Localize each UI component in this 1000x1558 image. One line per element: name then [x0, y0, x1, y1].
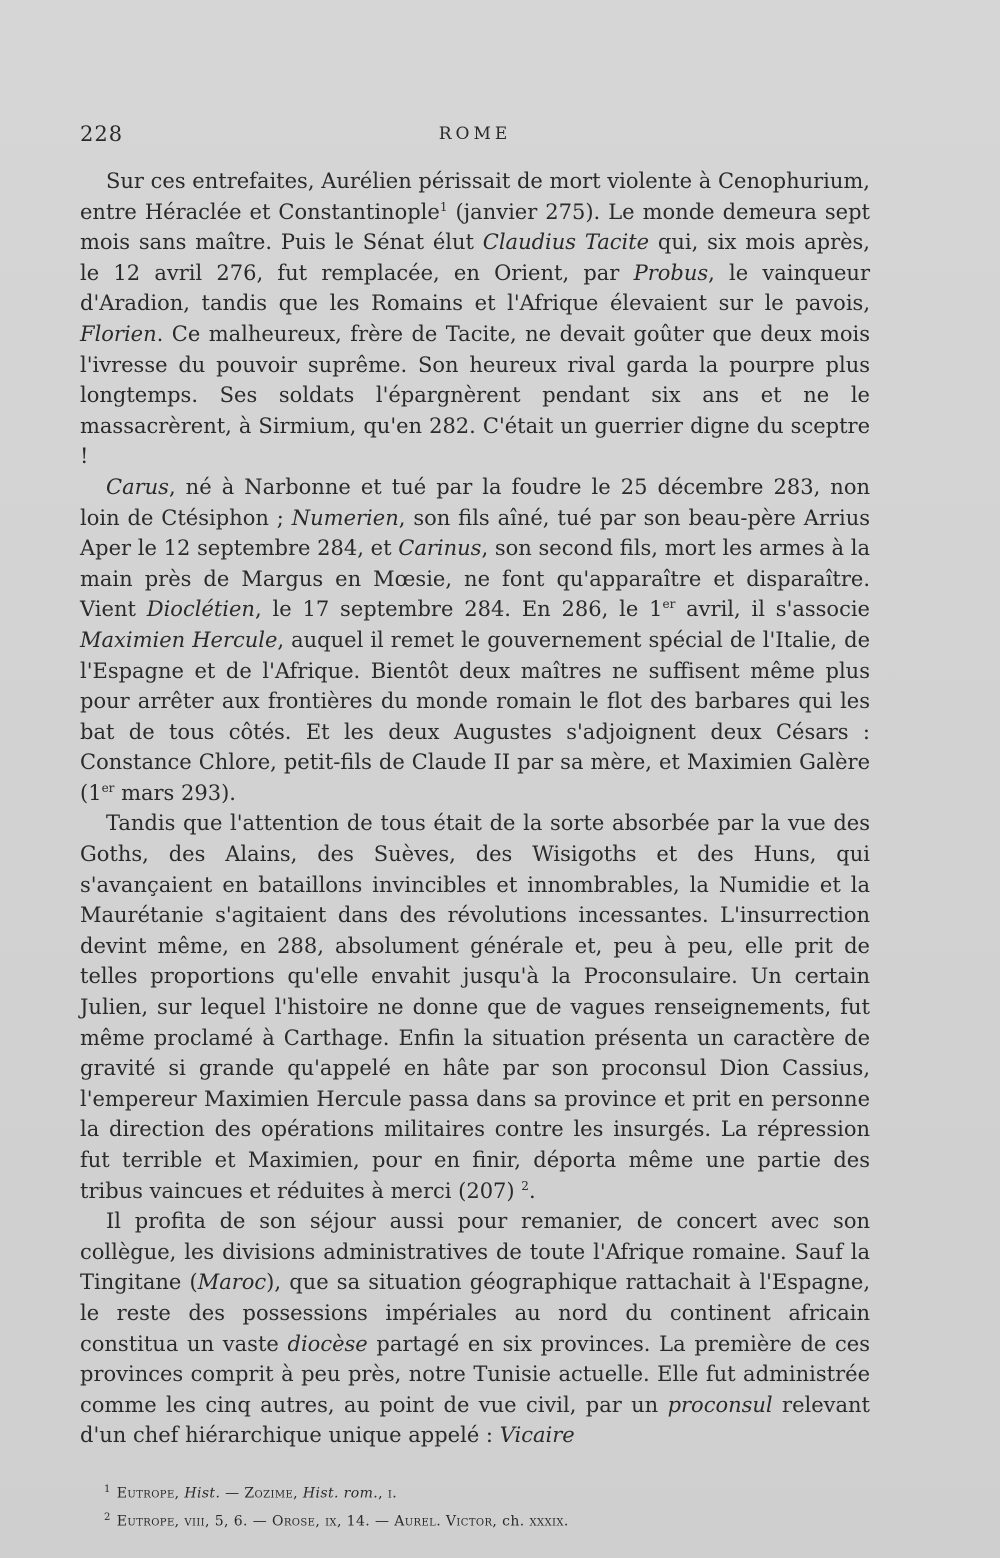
- text-run: avril, il s'associe: [675, 597, 870, 622]
- text-run: ,: [174, 1485, 185, 1502]
- text-run: (janvier 275). Le monde demeura sept mois sans maître. Puis le Sénat élut: [80, 199, 870, 255]
- text-run: , le vainqueur d'Aradion, tandis que les Romains et l'Afrique élevaient sur le pavois,: [80, 260, 870, 316]
- footnote: [104, 1506, 884, 1534]
- italic-text: Carus: [106, 474, 169, 499]
- page-header: [80, 122, 870, 152]
- text-run: , 14. —: [336, 1513, 395, 1530]
- small-caps-text: Orose: [272, 1513, 316, 1530]
- small-caps-text: xxxix: [529, 1513, 564, 1530]
- superscript: er: [101, 780, 115, 795]
- text-run: .: [392, 1485, 398, 1502]
- body-text: [80, 166, 870, 1451]
- text-run: Tandis que l'attention de tous était de la sorte absorbée par la vue des Goths, des Alains, des Suèves, des Wisigoths et des Huns, qui s'avançaient en bataillons invincibles et innombrables, la Numidie et la Maurétanie s'agitaient dans des révolutions incessantes. L'insurrection devint même, en 288, absolument générale et, peu à peu, elle prit de telles proportions qu'elle envahit jusqu'à la Proconsulaire. Un certain Julien, sur lequel l'histoire ne donne que de vagues renseignements, fut même proclamé à Carthage. Enfin la situation présenta un caractère de gravité si grande qu'appelé en hâte par son proconsul Dion Cassius, l'empereur Maximien Hercule passa dans sa province et prit en personne la direction des opérations militaires contre les insurgés. La répression fut terrible et Maximien, pour en finir, déporta même une partie des tribus vaincues et réduites à merci (207): [80, 811, 870, 1203]
- text-run: —: [220, 1485, 245, 1502]
- italic-text: Hist.: [184, 1485, 221, 1502]
- italic-text: Maroc: [197, 1270, 267, 1295]
- superscript: er: [662, 597, 676, 612]
- text-run: qui, six mois après, le 12 avril 276, fut remplacée, en Orient, par: [80, 230, 870, 285]
- text-run: Il profita de son séjour aussi pour remanier, de concert avec son collègue, les divisions administratives de toute l'Afrique romaine. Sauf la Tingitane (: [80, 1209, 870, 1295]
- text-run: ,: [315, 1513, 326, 1530]
- small-caps-text: ix: [325, 1513, 337, 1530]
- small-caps-text: Aurel. Victor: [394, 1513, 493, 1530]
- small-caps-text: Zozime: [244, 1485, 294, 1502]
- small-caps-text: Eutrope: [116, 1485, 175, 1502]
- paragraph: [80, 472, 870, 809]
- small-caps-text: Eutrope: [116, 1513, 175, 1530]
- italic-text: Carinus: [398, 536, 482, 561]
- text-run: . Ce malheureux, frère de Tacite, ne devait goûter que deux mois l'ivresse du pouvoir suprême. Son heureux rival garda la pourpre plus longtemps. Ses soldats l'épargnèrent pendant six ans et ne le massacrèrent, à Sirmium, qu'en 282. C'était un guerrier digne du sceptre !: [80, 321, 870, 469]
- text-run: , 5, 6. —: [205, 1513, 272, 1530]
- text-run: .: [528, 1178, 536, 1203]
- italic-text: Claudius Tacite: [482, 230, 650, 255]
- text-run: ,: [174, 1513, 185, 1530]
- text-run: , le 17 septembre 284. En 286, le 1: [254, 597, 663, 622]
- text-run: ,: [378, 1485, 388, 1502]
- text-run: , son fils aîné, tué par son beau-père Arrius Aper le 12 septembre 284, et: [80, 505, 870, 561]
- footnote-number: 1: [104, 1484, 111, 1495]
- text-run: , ch.: [492, 1513, 530, 1530]
- italic-text: Maximien Hercule: [80, 627, 278, 652]
- footnote: [104, 1478, 884, 1506]
- italic-text: Dioclétien: [146, 597, 255, 622]
- superscript: 2: [521, 1178, 529, 1193]
- text-run: mars 293).: [114, 780, 236, 805]
- footnote-number: 2: [104, 1511, 111, 1523]
- paragraph: [80, 1206, 870, 1451]
- superscript: 1: [439, 199, 448, 214]
- italic-text: Vicaire: [499, 1423, 575, 1448]
- italic-text: Hist. rom.: [302, 1485, 379, 1502]
- paragraph: [80, 166, 870, 472]
- text-run: .: [563, 1513, 569, 1530]
- page-number: 228: [80, 122, 124, 146]
- small-caps-text: viii: [184, 1513, 206, 1530]
- small-caps-text: i: [387, 1485, 393, 1502]
- italic-text: diocèse: [287, 1331, 368, 1356]
- text-run: , son second fils, mort les armes à la main près de Margus en Mœsie, ne font qu'apparaître et disparaître. Vient: [80, 536, 871, 622]
- running-head: ROME: [438, 124, 512, 144]
- text-run: , auquel il remet le gouvernement spécial de l'Italie, de l'Espagne et de l'Afrique. Bientôt deux maîtres ne suffisent même plus pour arrêter aux frontières du monde romain le flot des barbares qui les bat de tous côtés. Et les deux Augustes s'adjoignent deux Césars : Constance Chlore, petit-fils de Claude II par sa mère, et Maximien Galère (1: [80, 627, 870, 805]
- italic-text: proconsul: [667, 1392, 773, 1417]
- text-run: ), que sa situation géographique rattachait à l'Espagne, le reste des possessions impériales au nord du continent africain constitua un vaste: [80, 1270, 871, 1356]
- footnotes: [104, 1478, 884, 1533]
- text-run: ,: [293, 1485, 303, 1502]
- italic-text: Numerien: [291, 505, 399, 530]
- italic-text: Florien: [80, 321, 157, 346]
- text-run: Sur ces entrefaites, Aurélien périssait de mort violente à Cenophurium, entre Héraclée et Constantinople: [80, 169, 870, 224]
- text-run: partagé en six provinces. La première de ces provinces comprit à peu près, notre Tunisie actuelle. Elle fut administrée comme les cinq autres, au point de vue civil, par un: [80, 1331, 870, 1417]
- text-run: relevant d'un chef hiérarchique unique appelé :: [80, 1392, 870, 1448]
- italic-text: Probus: [633, 260, 709, 285]
- text-run: , né à Narbonne et tué par la foudre le 25 décembre 283, non loin de Ctésiphon ;: [80, 474, 870, 530]
- paragraph: [80, 808, 870, 1206]
